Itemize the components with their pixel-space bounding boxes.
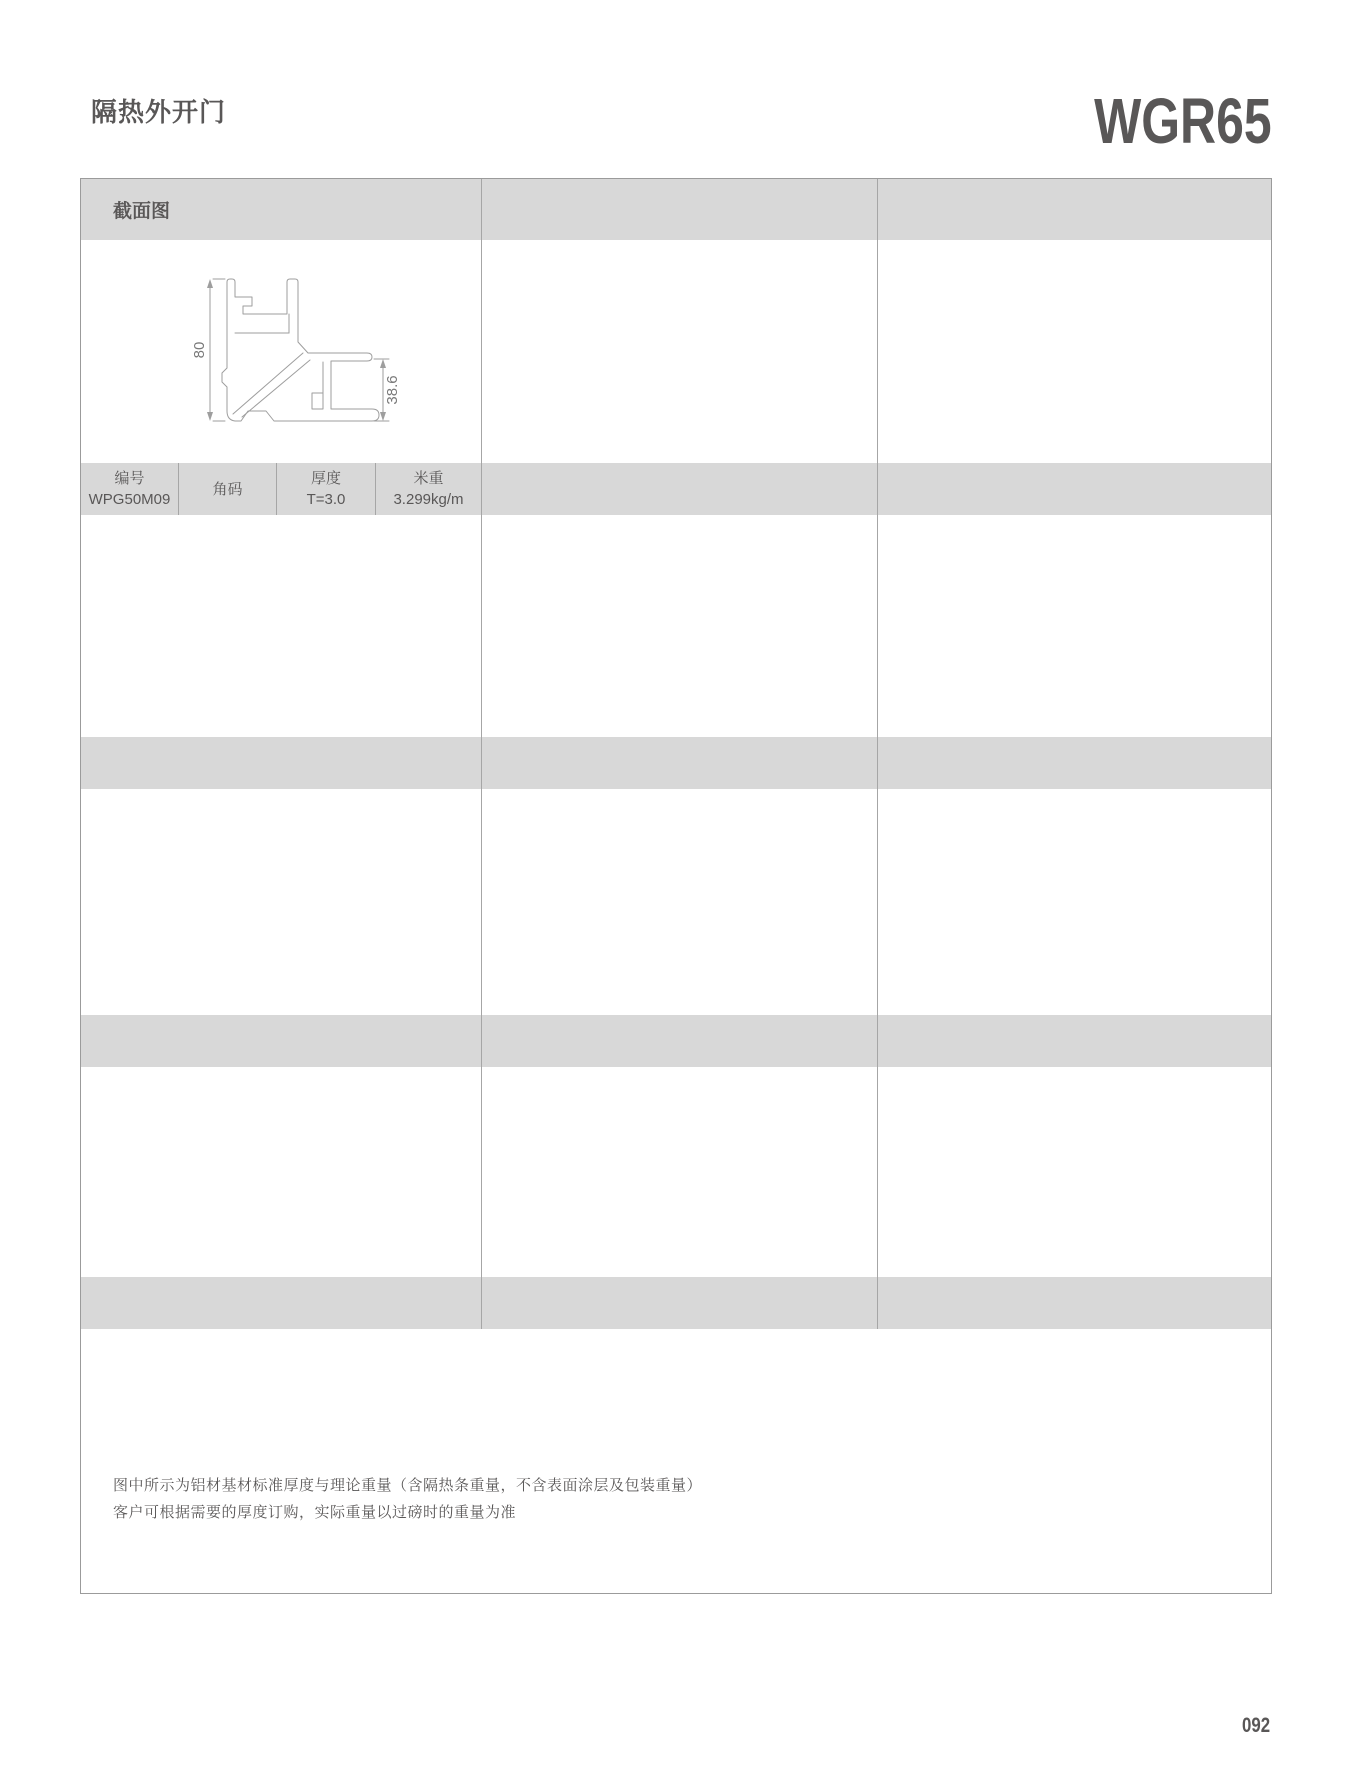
- empty-info-cell: [878, 1015, 1271, 1067]
- empty-drawing-cell: [482, 1067, 878, 1277]
- product-info-strip: [81, 463, 481, 515]
- footer-note-line2: 客户可根据需要的厚度订购，实际重量以过磅时的重量为准: [113, 1504, 517, 1521]
- empty-drawing-cell: [878, 240, 1271, 463]
- empty-info-cell: [482, 737, 878, 789]
- series-code: WGR65: [1094, 85, 1272, 157]
- dimension-height-label: 80: [191, 341, 208, 359]
- footer-note-cell: [81, 1329, 1271, 1593]
- product-thickness-cell: [277, 463, 376, 515]
- section-header-empty-cell: [482, 179, 878, 240]
- empty-info-cell: [878, 463, 1271, 515]
- empty-drawing-cell: [482, 515, 878, 737]
- product-thickness-label: 厚度: [310, 470, 341, 487]
- page-number: 092: [1241, 1714, 1270, 1737]
- empty-info-cell: [482, 463, 878, 515]
- footer-note: [113, 1472, 702, 1526]
- empty-drawing-cell: [878, 1067, 1271, 1277]
- empty-drawing-cell: [482, 789, 878, 1015]
- empty-drawing-cell: [878, 515, 1271, 737]
- section-header-label: 截面图: [113, 201, 171, 222]
- empty-info-cell: [482, 1277, 878, 1329]
- section-header-cell: [81, 179, 482, 240]
- empty-drawing-cell: [482, 240, 878, 463]
- product-code-cell: [81, 463, 179, 515]
- dimension-width-label: 38.6: [384, 375, 401, 405]
- empty-info-cell: [81, 737, 482, 789]
- product-code-value: WPG50M09: [88, 491, 171, 508]
- product-code-label: 编号: [114, 470, 145, 487]
- product-name-cell: [179, 463, 277, 515]
- empty-info-cell: [878, 737, 1271, 789]
- product-weight-cell: [376, 463, 481, 515]
- empty-info-cell: [81, 1015, 482, 1067]
- product-name-value: 角码: [212, 480, 243, 498]
- empty-info-cell: [482, 1015, 878, 1067]
- product-weight-value: 3.299kg/m: [393, 491, 464, 508]
- empty-info-cell: [81, 1277, 482, 1329]
- product-info-cell: [81, 463, 482, 515]
- empty-drawing-cell: [81, 1067, 482, 1277]
- page-title: 隔热外开门: [91, 97, 227, 127]
- empty-drawing-cell: [81, 515, 482, 737]
- empty-drawing-cell: [878, 789, 1271, 1015]
- section-header-empty-cell: [878, 179, 1271, 240]
- footer-note-line1: 图中所示为铝材基材标准厚度与理论重量（含隔热条重量，不含表面涂层及包装重量）: [113, 1477, 703, 1494]
- empty-info-cell: [878, 1277, 1271, 1329]
- empty-drawing-cell: [81, 789, 482, 1015]
- product-weight-label: 米重: [413, 470, 444, 487]
- product-thickness-value: T=3.0: [306, 491, 346, 508]
- catalog-table: [80, 178, 1272, 1594]
- profile-drawing-cell: [81, 240, 482, 463]
- profile-cross-section-drawing: [191, 241, 421, 441]
